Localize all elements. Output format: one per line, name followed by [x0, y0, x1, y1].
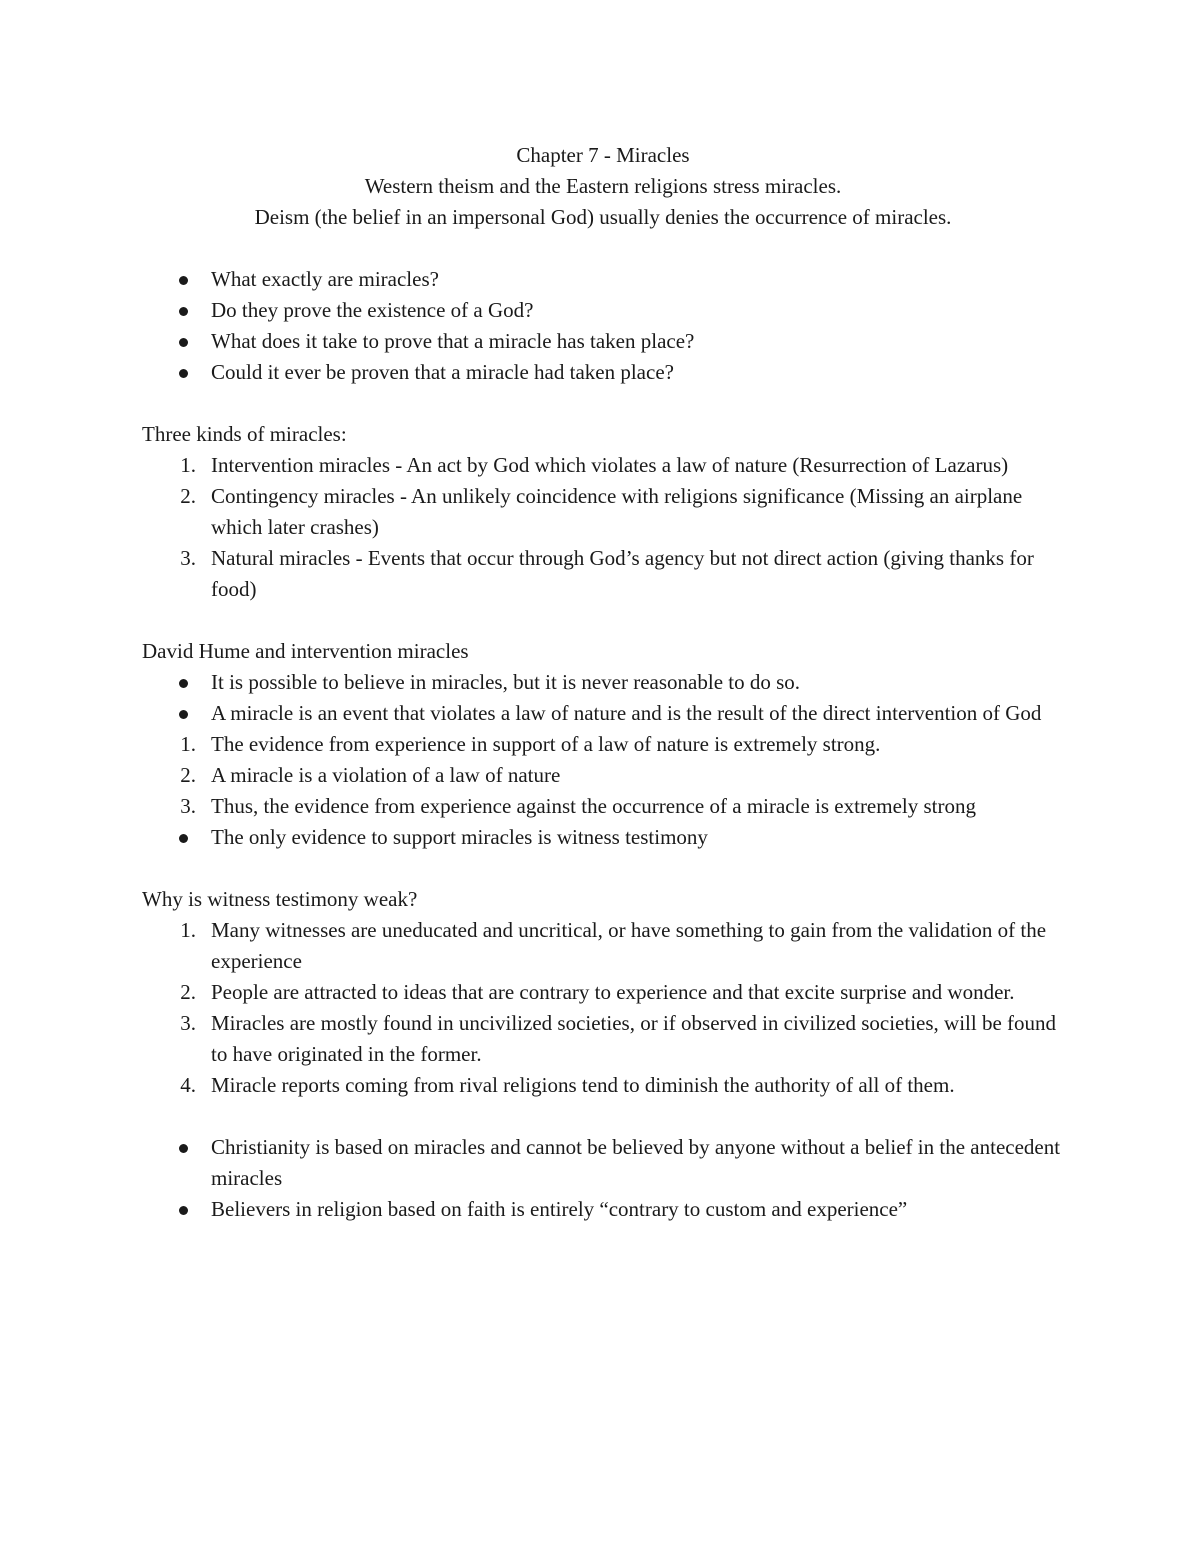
bullet-icon: [179, 338, 188, 347]
page-title: Chapter 7 - Miracles: [516, 143, 690, 167]
list-item: [142, 450, 1072, 481]
list-item: [142, 667, 1072, 698]
list-item: [142, 1194, 1072, 1225]
spacer: [142, 233, 1072, 264]
list-item: [142, 295, 1072, 326]
hume-list: [142, 667, 1072, 853]
document-page: [142, 140, 1072, 1225]
list-item: [142, 915, 1072, 977]
list-item: [142, 791, 1072, 822]
list-item-text: Miracles are mostly found in uncivilized societies, or if observed in civilized societies, will be found to have originated in the former.: [211, 1011, 1057, 1066]
list-item: [142, 1070, 1072, 1101]
list-item: [142, 1132, 1072, 1194]
list-number: 2.: [180, 484, 196, 508]
list-item-text: A miracle is an event that violates a law of nature and is the result of the direct intervention of God: [211, 701, 1042, 725]
list-item-text: Thus, the evidence from experience against the occurrence of a miracle is extremely strong: [211, 794, 976, 818]
list-number: 1.: [180, 732, 196, 756]
spacer: [142, 853, 1072, 884]
list-item-text: What exactly are miracles?: [211, 267, 439, 291]
bullet-icon: [179, 1206, 188, 1215]
list-number: 1.: [180, 453, 196, 477]
section-heading-kinds: Three kinds of miracles:: [142, 422, 347, 446]
list-item-text: The only evidence to support miracles is witness testimony: [211, 825, 708, 849]
bullet-icon: [179, 710, 188, 719]
intro-line-2: Deism (the belief in an impersonal God) usually denies the occurrence of miracles.: [254, 205, 952, 229]
list-item-text: People are attracted to ideas that are contrary to experience and that excite surprise and wonder.: [211, 980, 1015, 1004]
list-number: 1.: [180, 918, 196, 942]
list-item: [142, 698, 1072, 729]
list-item-text: Christianity is based on miracles and cannot be believed by anyone without a belief in the antecedent miracles: [211, 1135, 1061, 1190]
spacer: [142, 388, 1072, 419]
list-item-text: Miracle reports coming from rival religions tend to diminish the authority of all of them.: [211, 1073, 955, 1097]
list-item: [142, 357, 1072, 388]
list-number: 3.: [180, 794, 196, 818]
bullet-icon: [179, 1144, 188, 1153]
list-item-text: A miracle is a violation of a law of nature: [211, 763, 561, 787]
list-number: 4.: [180, 1073, 196, 1097]
section-heading-witness: Why is witness testimony weak?: [142, 887, 418, 911]
kinds-list: [142, 450, 1072, 605]
list-item-text: Intervention miracles - An act by God which violates a law of nature (Resurrection of Lazarus): [211, 453, 1009, 477]
list-item: [142, 264, 1072, 295]
intro-line-1: Western theism and the Eastern religions stress miracles.: [364, 174, 842, 198]
list-item: [142, 822, 1072, 853]
spacer: [142, 605, 1072, 636]
list-item: [142, 760, 1072, 791]
bullet-icon: [179, 369, 188, 378]
bullet-icon: [179, 307, 188, 316]
closing-list: [142, 1132, 1072, 1225]
section-heading-hume: David Hume and intervention miracles: [142, 639, 469, 663]
bullet-icon: [179, 276, 188, 285]
bullet-icon: [179, 679, 188, 688]
list-number: 2.: [180, 980, 196, 1004]
list-item-text: Could it ever be proven that a miracle had taken place?: [211, 360, 674, 384]
list-item-text: Believers in religion based on faith is entirely “contrary to custom and experience”: [211, 1197, 908, 1221]
list-item: [142, 326, 1072, 357]
bullet-icon: [179, 834, 188, 843]
list-item-text: The evidence from experience in support of a law of nature is extremely strong.: [211, 732, 881, 756]
list-number: 2.: [180, 763, 196, 787]
list-number: 3.: [180, 546, 196, 570]
list-item-text: What does it take to prove that a miracle has taken place?: [211, 329, 695, 353]
list-item: [142, 543, 1072, 605]
list-item: [142, 1008, 1072, 1070]
spacer: [142, 1101, 1072, 1132]
list-item-text: Many witnesses are uneducated and uncritical, or have something to gain from the validation of the experience: [211, 918, 1047, 973]
list-item: [142, 977, 1072, 1008]
list-item-text: Do they prove the existence of a God?: [211, 298, 534, 322]
list-item-text: It is possible to believe in miracles, but it is never reasonable to do so.: [211, 670, 801, 694]
list-item-text: Natural miracles - Events that occur through God’s agency but not direct action (giving thanks for food): [211, 546, 1034, 601]
list-item: [142, 729, 1072, 760]
list-item: [142, 481, 1072, 543]
questions-list: [142, 264, 1072, 388]
list-number: 3.: [180, 1011, 196, 1035]
list-item-text: Contingency miracles - An unlikely coincidence with religions significance (Missing an airplane which later crashes): [211, 484, 1023, 539]
witness-list: [142, 915, 1072, 1101]
